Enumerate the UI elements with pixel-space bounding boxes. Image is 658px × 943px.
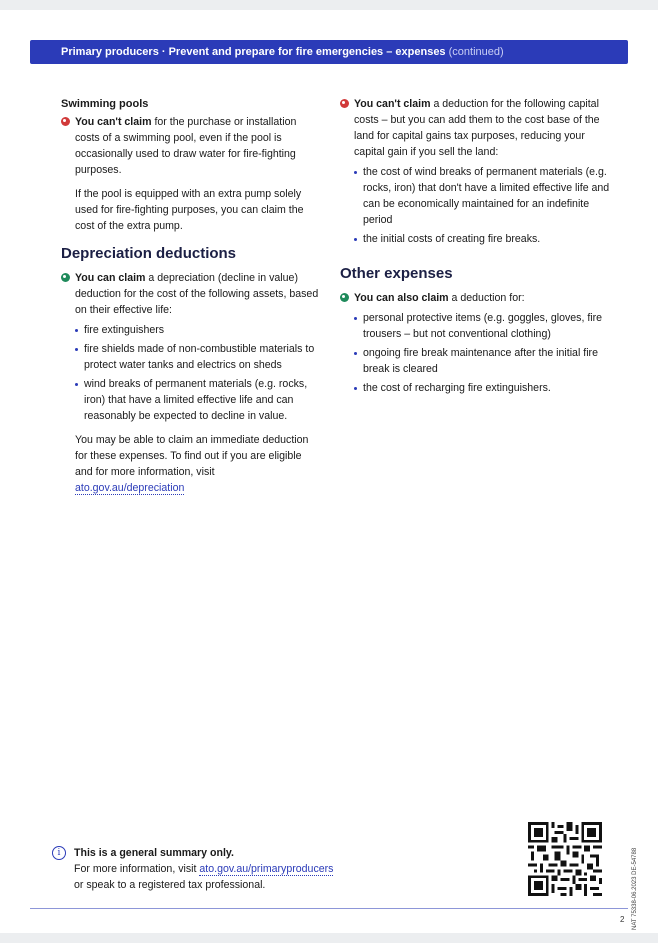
- list-item: wind breaks of permanent materials (e.g. rocks, iron) that have a limited effective life and can reasonably be expected to decline in value.: [75, 376, 321, 424]
- more-info-line: For more information, visit ato.gov.au/primaryproducers: [74, 863, 334, 875]
- section-banner: [30, 40, 628, 64]
- depreciation-heading: Depreciation deductions: [61, 245, 237, 262]
- banner-continued: (continued): [448, 46, 504, 58]
- list-item: the cost of wind breaks of permanent materials (e.g. rocks, iron) that don't have a limited effective life and can be economically maintained for an indefinite period: [354, 164, 610, 228]
- primaryproducers-link[interactable]: ato.gov.au/primaryproducers: [199, 863, 334, 875]
- depreciation-list: [61, 322, 321, 424]
- footer-divider: [30, 908, 628, 909]
- summary-text: This is a general summary only.: [74, 847, 234, 859]
- other-expenses-heading: Other expenses: [340, 265, 453, 282]
- document-code: NAT 75338-06.2023 DE-54788: [632, 847, 638, 930]
- cross-icon: [61, 117, 70, 126]
- immediate-deduction-paragraph: You may be able to claim an immediate deduction for these expenses. To find out if you are eligible and for more information, visit ato.gov.au/depreciation: [75, 434, 309, 494]
- list-item: fire extinguishers: [75, 322, 321, 338]
- capital-list: [340, 164, 610, 247]
- general-summary-note: [52, 845, 382, 893]
- check-icon: [61, 273, 70, 282]
- info-icon: i: [52, 846, 66, 860]
- list-item: the initial costs of creating fire breaks.: [354, 231, 610, 247]
- cross-icon: [340, 99, 349, 108]
- depreciation-can-claim: You can claim a depreciation (decline in value) deduction for the cost of the following assets, based on their effective life:: [61, 270, 321, 318]
- banner-title: Primary producers · Prevent and prepare for fire emergencies – expenses: [61, 46, 446, 58]
- qr-code: [528, 822, 602, 896]
- other-can-claim: You can also claim a deduction for:: [340, 290, 610, 306]
- document-page: [0, 10, 658, 933]
- other-list: [340, 310, 610, 396]
- list-item: personal protective items (e.g. goggles, gloves, fire trousers – but not conventional clothing): [354, 310, 610, 342]
- page-number: 2: [620, 915, 625, 924]
- right-column: [340, 96, 610, 399]
- check-icon: [340, 293, 349, 302]
- list-item: ongoing fire break maintenance after the initial fire break is cleared: [354, 345, 610, 377]
- pools-cant-claim: You can't claim for the purchase or installation costs of a swimming pool, even if the pool is occasionally used to draw water for fire-fighting purposes.: [61, 114, 321, 178]
- list-item: the cost of recharging fire extinguishers.: [354, 380, 610, 396]
- swimming-pools-heading: Swimming pools: [61, 98, 149, 110]
- speak-line: or speak to a registered tax professional.: [74, 879, 266, 891]
- left-column: [61, 96, 321, 496]
- list-item: fire shields made of non-combustible materials to protect water tanks and electrics on sheds: [75, 341, 321, 373]
- depreciation-link[interactable]: ato.gov.au/depreciation: [75, 482, 185, 494]
- pump-paragraph: If the pool is equipped with an extra pump solely used for fire-fighting purposes, you can claim the cost of the extra pump.: [75, 188, 304, 232]
- capital-cant-claim: You can't claim a deduction for the following capital costs – but you can add them to the cost base of the land for capital gains tax purposes, reducing your capital gain if you sell the land:: [340, 96, 610, 160]
